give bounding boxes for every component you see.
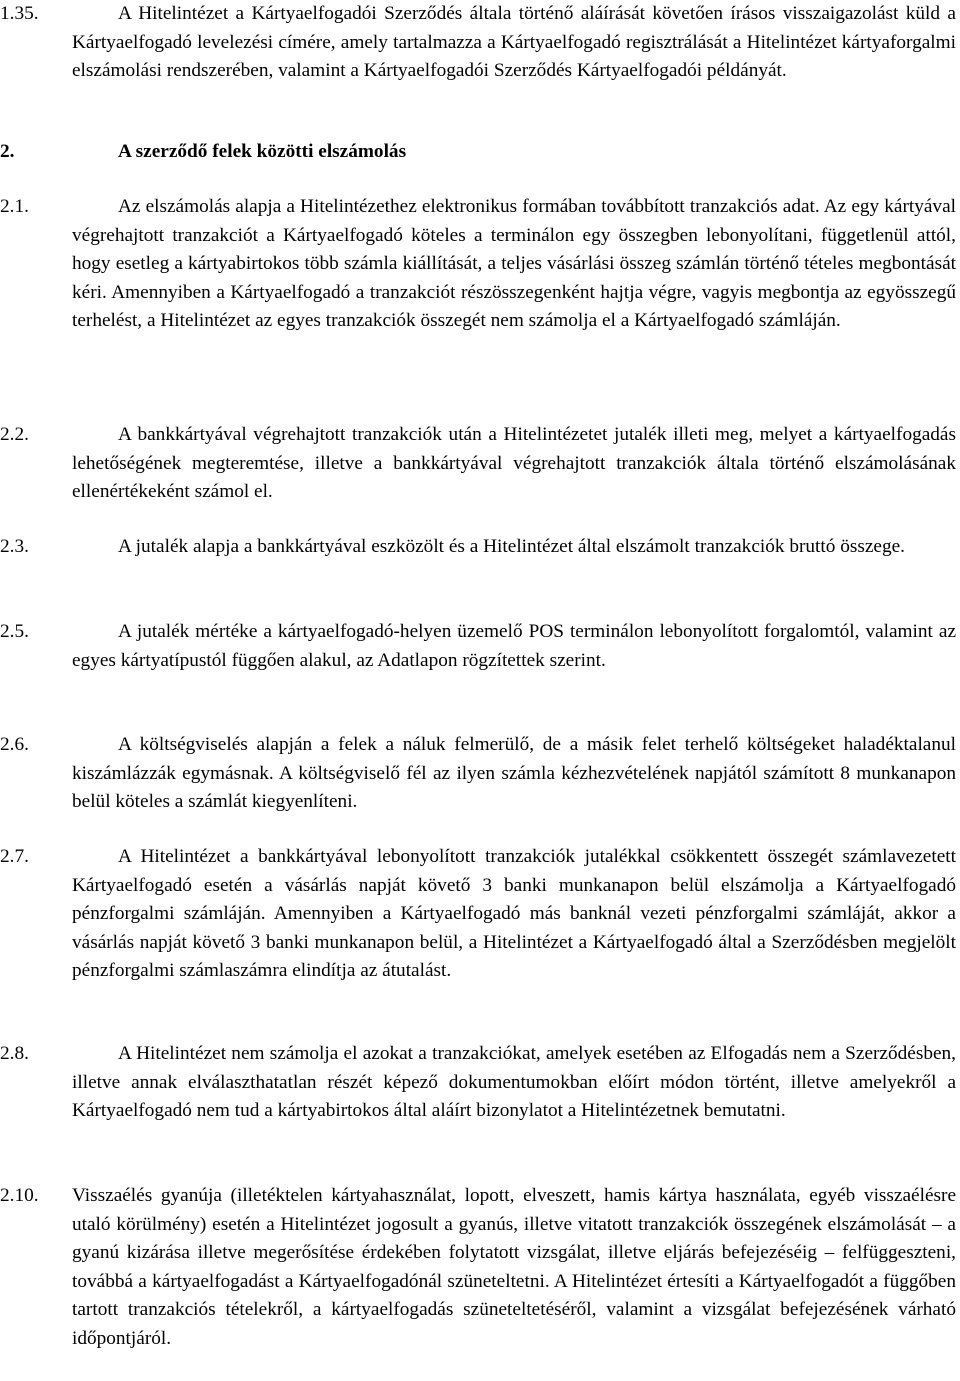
- section-number: 2.3.: [0, 536, 29, 557]
- section-text: Visszaélés gyanúja (illetéktelen kártyahasználat, lopott, elveszett, hamis kártya használata, egyéb visszaélésre utaló körülmény) esetén a Hitelintézet jogosult a gyanús, illetve vitatott tranzakciók összegének elszámolását – a gyanú kizárása illetve megerősítése érdekében folytatott vizsgálat, illetve eljárás befejezéséig – felfüggeszteni, továbbá a kártyaelfogadást a Kártyaelfogadónál szüneteltetni. A Hitelintézet értesíti a Kártyaelfogadót a függőben tartott tranzakciós tételekről, a kártyaelfogadás szüneteltetéséről, valamint a vizsgálat befejezésének várható időpontjáról.: [72, 1185, 956, 1349]
- section-number: 2.7.: [0, 846, 29, 867]
- section-number: 2.: [0, 141, 15, 162]
- section-2-7: [0, 843, 956, 986]
- section-2-5: [0, 618, 956, 675]
- section-text: A költségviselés alapján a felek a náluk felmerülő, de a másik felet terhelő költségeket haladéktalanul kiszámlázzák egymásnak. A költségviselő fél az ilyen számla kézhezvételének napjától számított 8 munkanapon belül köteles a számlát kiegyenlíteni.: [72, 734, 956, 813]
- section-text: A Hitelintézet a bankkártyával lebonyolított tranzakciók jutalékkal csökkentett összegét számlavezetett Kártyaelfogadó esetén a vásárlás napját követő 3 banki munkanapon belül elszámolja a Kártyaelfogadó pénzforgalmi számláján. Amennyiben a Kártyaelfogadó más banknál vezeti pénzforgalmi számláját, akkor a vásárlás napját követő 3 banki munkanapon belül, a Hitelintézet a Kártyaelfogadó által a Szerződésben megjelölt pénzforgalmi számlaszámra elindítja az átutalást.: [72, 846, 956, 982]
- section-number: 2.2.: [0, 424, 29, 445]
- section-text: A Hitelintézet nem számolja el azokat a tranzakciókat, amelyek esetében az Elfogadás nem a Szerződésben, illetve annak elválaszthatatlan részét képező dokumentumokban előírt módon történt, illetve amelyekről a Kártyaelfogadó nem tud a kártyabirtokos által aláírt bizonylatot a Hitelintézetnek bemutatni.: [72, 1043, 956, 1122]
- section-1-35: [0, 0, 956, 86]
- section-number: 2.10.: [0, 1185, 39, 1206]
- section-2-8: [0, 1040, 956, 1126]
- section-2-3: [0, 533, 956, 562]
- section-2-6: [0, 731, 956, 817]
- section-number: 1.35.: [0, 3, 39, 24]
- section-text: A jutalék mértéke a kártyaelfogadó-helyen üzemelő POS terminálon lebonyolított forgalomtól, valamint az egyes kártyatípustól függően alakul, az Adatlapon rögzítettek szerint.: [72, 621, 956, 671]
- section-heading-title: A szerződő felek közötti elszámolás: [118, 141, 407, 162]
- section-text: A jutalék alapja a bankkártyával eszközölt és a Hitelintézet által elszámolt tranzakciók bruttó összege.: [118, 536, 906, 557]
- section-text: A Hitelintézet a Kártyaelfogadói Szerződés általa történő aláírását követően írásos visszaigazolást küld a Kártyaelfogadó levelezési címére, amely tartalmazza a Kártyaelfogadó regisztrálását a Hitelintézet kártyaforgalmi elszámolási rendszerében, valamint a Kártyaelfogadói Szerződés Kártyaelfogadói példányát.: [72, 3, 956, 82]
- section-text: A bankkártyával végrehajtott tranzakciók után a Hitelintézetet jutalék illeti meg, melyet a kártyaelfogadás lehetőségének megteremtése, illetve a bankkártyával végrehajtott tranzakciók általa történő elszámolásának ellenértékeként számol el.: [72, 424, 956, 503]
- section-number: 2.1.: [0, 196, 29, 217]
- section-2-2: [0, 421, 956, 507]
- section-2-10: [0, 1182, 956, 1354]
- section-number: 2.6.: [0, 734, 29, 755]
- section-2-1: [0, 193, 956, 336]
- section-number: 2.8.: [0, 1043, 29, 1064]
- section-text: Az elszámolás alapja a Hitelintézethez elektronikus formában továbbított tranzakciós adat. Az egy kártyával végrehajtott tranzakciót a Kártyaelfogadó köteles a terminálon egy összegben lebonyolítani, függetlenül attól, hogy esetleg a kártyabirtokos több számla kiállítását, a teljes vásárlási összeg számlán történő tételes megbontását kéri. Amennyiben a Kártyaelfogadó a tranzakciót részösszegenként hajtja végre, vagyis megbontja az egyösszegű terhelést, a Hitelintézet az egyes tranzakciók összegét nem számolja el a Kártyaelfogadó számláján.: [72, 196, 956, 332]
- section-number: 2.5.: [0, 621, 29, 642]
